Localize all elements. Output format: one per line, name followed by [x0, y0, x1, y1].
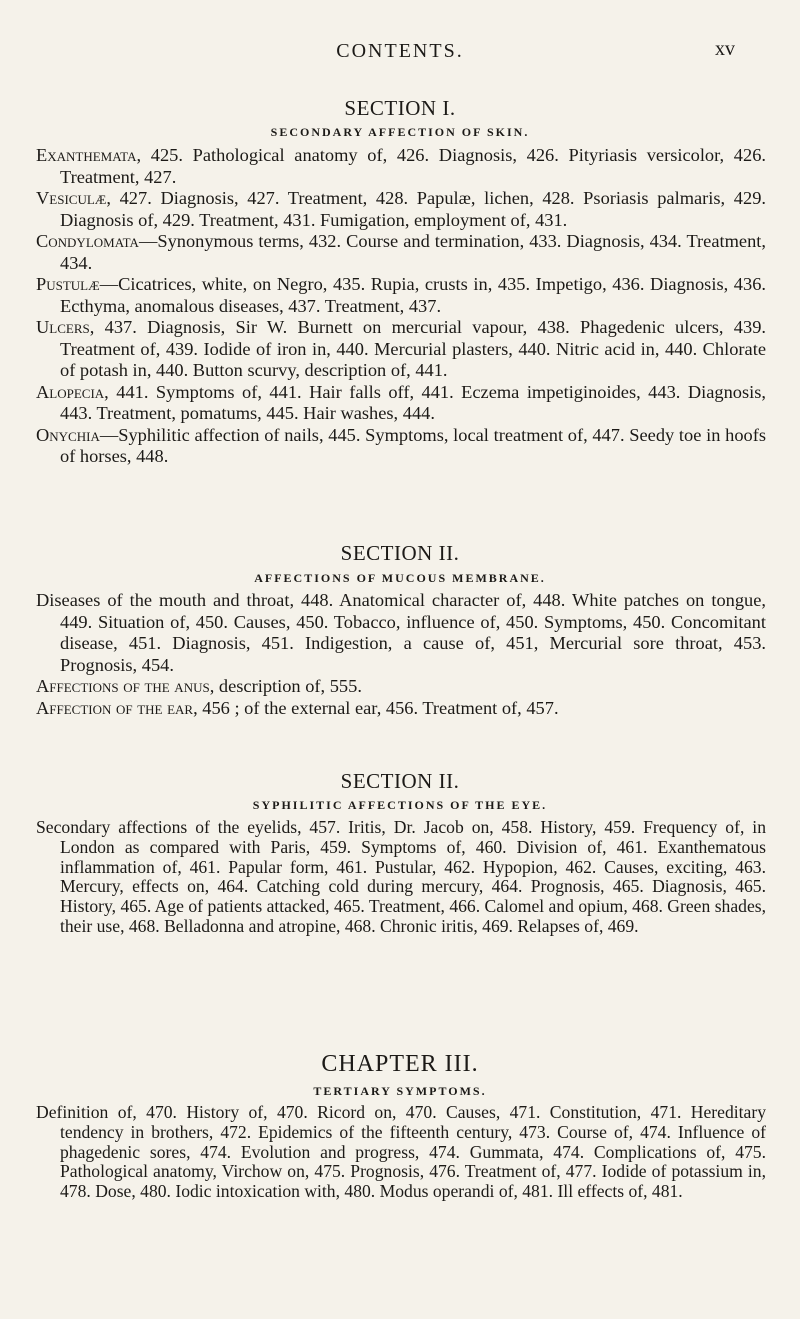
entry-text: —Cicatrices, white, on Negro, 435. Rupia, crusts in, 435. Impetigo, 436. Diagnosis, 436. Ecthyma, anomalous diseases, 437. Treatment, 437. — [60, 274, 766, 316]
entry-ear — [36, 698, 766, 720]
entry-vesiculae — [36, 188, 766, 231]
entry-exanthemata — [36, 145, 766, 188]
entry-text: 427. Diagnosis, 427. Treatment, 428. Papulæ, lichen, 428. Psoriasis palmaris, 429. Diagnosis of, 429. Treatment, 431. Fumigation, employment of, 431. — [60, 188, 766, 230]
entry-head: Exanthemata, — [36, 145, 142, 165]
entry-onychia — [36, 425, 766, 468]
entry-alopecia — [36, 382, 766, 425]
section-1-title: SECTION I. — [344, 96, 456, 120]
entry-text: —Syphilitic affection of nails, 445. Symptoms, local treatment of, 447. Seedy toe in hoofs of horses, 448. — [60, 424, 766, 466]
entry-text: —Synonymous terms, 432. Course and termination, 433. Diagnosis, 434. Treatment, 434. — [60, 231, 766, 273]
section-2-title: SECTION II. — [340, 541, 460, 565]
entry-head: Ulcers, — [36, 317, 95, 337]
entry-text: 441. Symptoms of, 441. Hair falls off, 441. Eczema impetiginoides, 443. Diagnosis, 443. Treatment, pomatums, 445. Hair washes, 444. — [60, 381, 766, 423]
entry-tertiary: Definition of, 470. History of, 470. Ricord on, 470. Causes, 471. Constitution, 471. Hereditary tendency in brothers, 472. Epidemics of the fifteenth century, 473. Course of, 474. Influence of phagedenic sores, 474. Evolution and progress, 474. Gummata, 474. Complications of, 475. Pathological anatomy, Virchow on, 475. Prognosis, 476. Treatment of, 477. Iodide of potassium in, 478. Dose, 480. Iodic intoxication with, 480. Modus operandi of, 481. Ill effects of, 481. — [36, 1102, 766, 1202]
entry-head: Vesiculæ, — [36, 188, 111, 208]
entry-head: Affection of the ear, — [36, 697, 198, 718]
entry-head: Pustulæ — [36, 274, 100, 294]
entry-head: Onychia — [36, 424, 100, 445]
section-3-text — [36, 818, 766, 937]
entry-ulcers — [36, 317, 766, 382]
entry-text: description of, 555. — [214, 676, 362, 696]
entry-condylomata — [36, 231, 766, 274]
chapter-3-text — [36, 1103, 766, 1202]
section-2-subtitle: AFFECTIONS OF MUCOUS MEMBRANE. — [254, 571, 546, 585]
entry-text: 425. Pathological anatomy of, 426. Diagnosis, 426. Pityriasis versicolor, 426. Treatment, 427. — [60, 145, 766, 187]
chapter-3-title: CHAPTER III. — [321, 1051, 479, 1077]
section-1-entries — [36, 145, 766, 468]
page-number: xv — [715, 38, 735, 60]
section-3-subtitle: SYPHILITIC AFFECTIONS OF THE EYE. — [252, 798, 548, 812]
entry-text: 437. Diagnosis, Sir W. Burnett on mercurial vapour, 438. Phagedenic ulcers, 439. Treatment of, 439. Iodide of iron in, 440. Mercurial plasters, 440. Nitric acid in, 440. Chlorate of potash in, 440. Button scurvy, description of, 441. — [60, 317, 766, 380]
entry-anus — [36, 676, 766, 698]
entry-pustulae — [36, 274, 766, 317]
entry-head: Alopecia, — [36, 381, 109, 402]
entry-mouth-throat — [36, 590, 766, 676]
entry-text: 456 ; of the external ear, 456. Treatment of, 457. — [197, 697, 559, 718]
section-1-subtitle: SECONDARY AFFECTION OF SKIN. — [270, 125, 530, 139]
section-3-title: SECTION II. — [340, 769, 460, 793]
entry-text: Diseases of the mouth and throat, 448. Anatomical character of, 448. White patches on tongue, 449. Situation of, 450. Causes, 450. Tobacco, influence of, 450. Symptoms, 450. Concomitant disease, 451. Diagnosis, 451. Indigestion, a cause of, 451, Mercurial sore throat, 453. Prognosis, 454. — [36, 590, 766, 675]
running-head: CONTENTS. — [336, 40, 464, 62]
section-2-entries — [36, 590, 766, 719]
chapter-3-subtitle: TERTIARY SYMPTOMS. — [313, 1084, 487, 1098]
entry-eye: Secondary affections of the eyelids, 457. Iritis, Dr. Jacob on, 458. History, 459. Frequency of, in London as compared with Paris, 459. Symptoms of, 460. Division of, 461. Exanthematous inflammation of, 461. Papular form, 461. Pustular, 462. Hypopion, 462. Causes, exciting, 463. Mercury, effects on, 464. Catching cold during mercury, 464. Prognosis, 465. Diagnosis, 465. History, 465. Age of patients attacked, 465. Treatment, 466. Calomel and opium, 468. Green shades, their use, 468. Belladonna and atropine, 468. Chronic iritis, 469. Relapses of, 469. — [36, 817, 766, 936]
entry-head: Condylomata — [36, 231, 139, 251]
entry-head: Affections of the anus, — [36, 676, 215, 696]
